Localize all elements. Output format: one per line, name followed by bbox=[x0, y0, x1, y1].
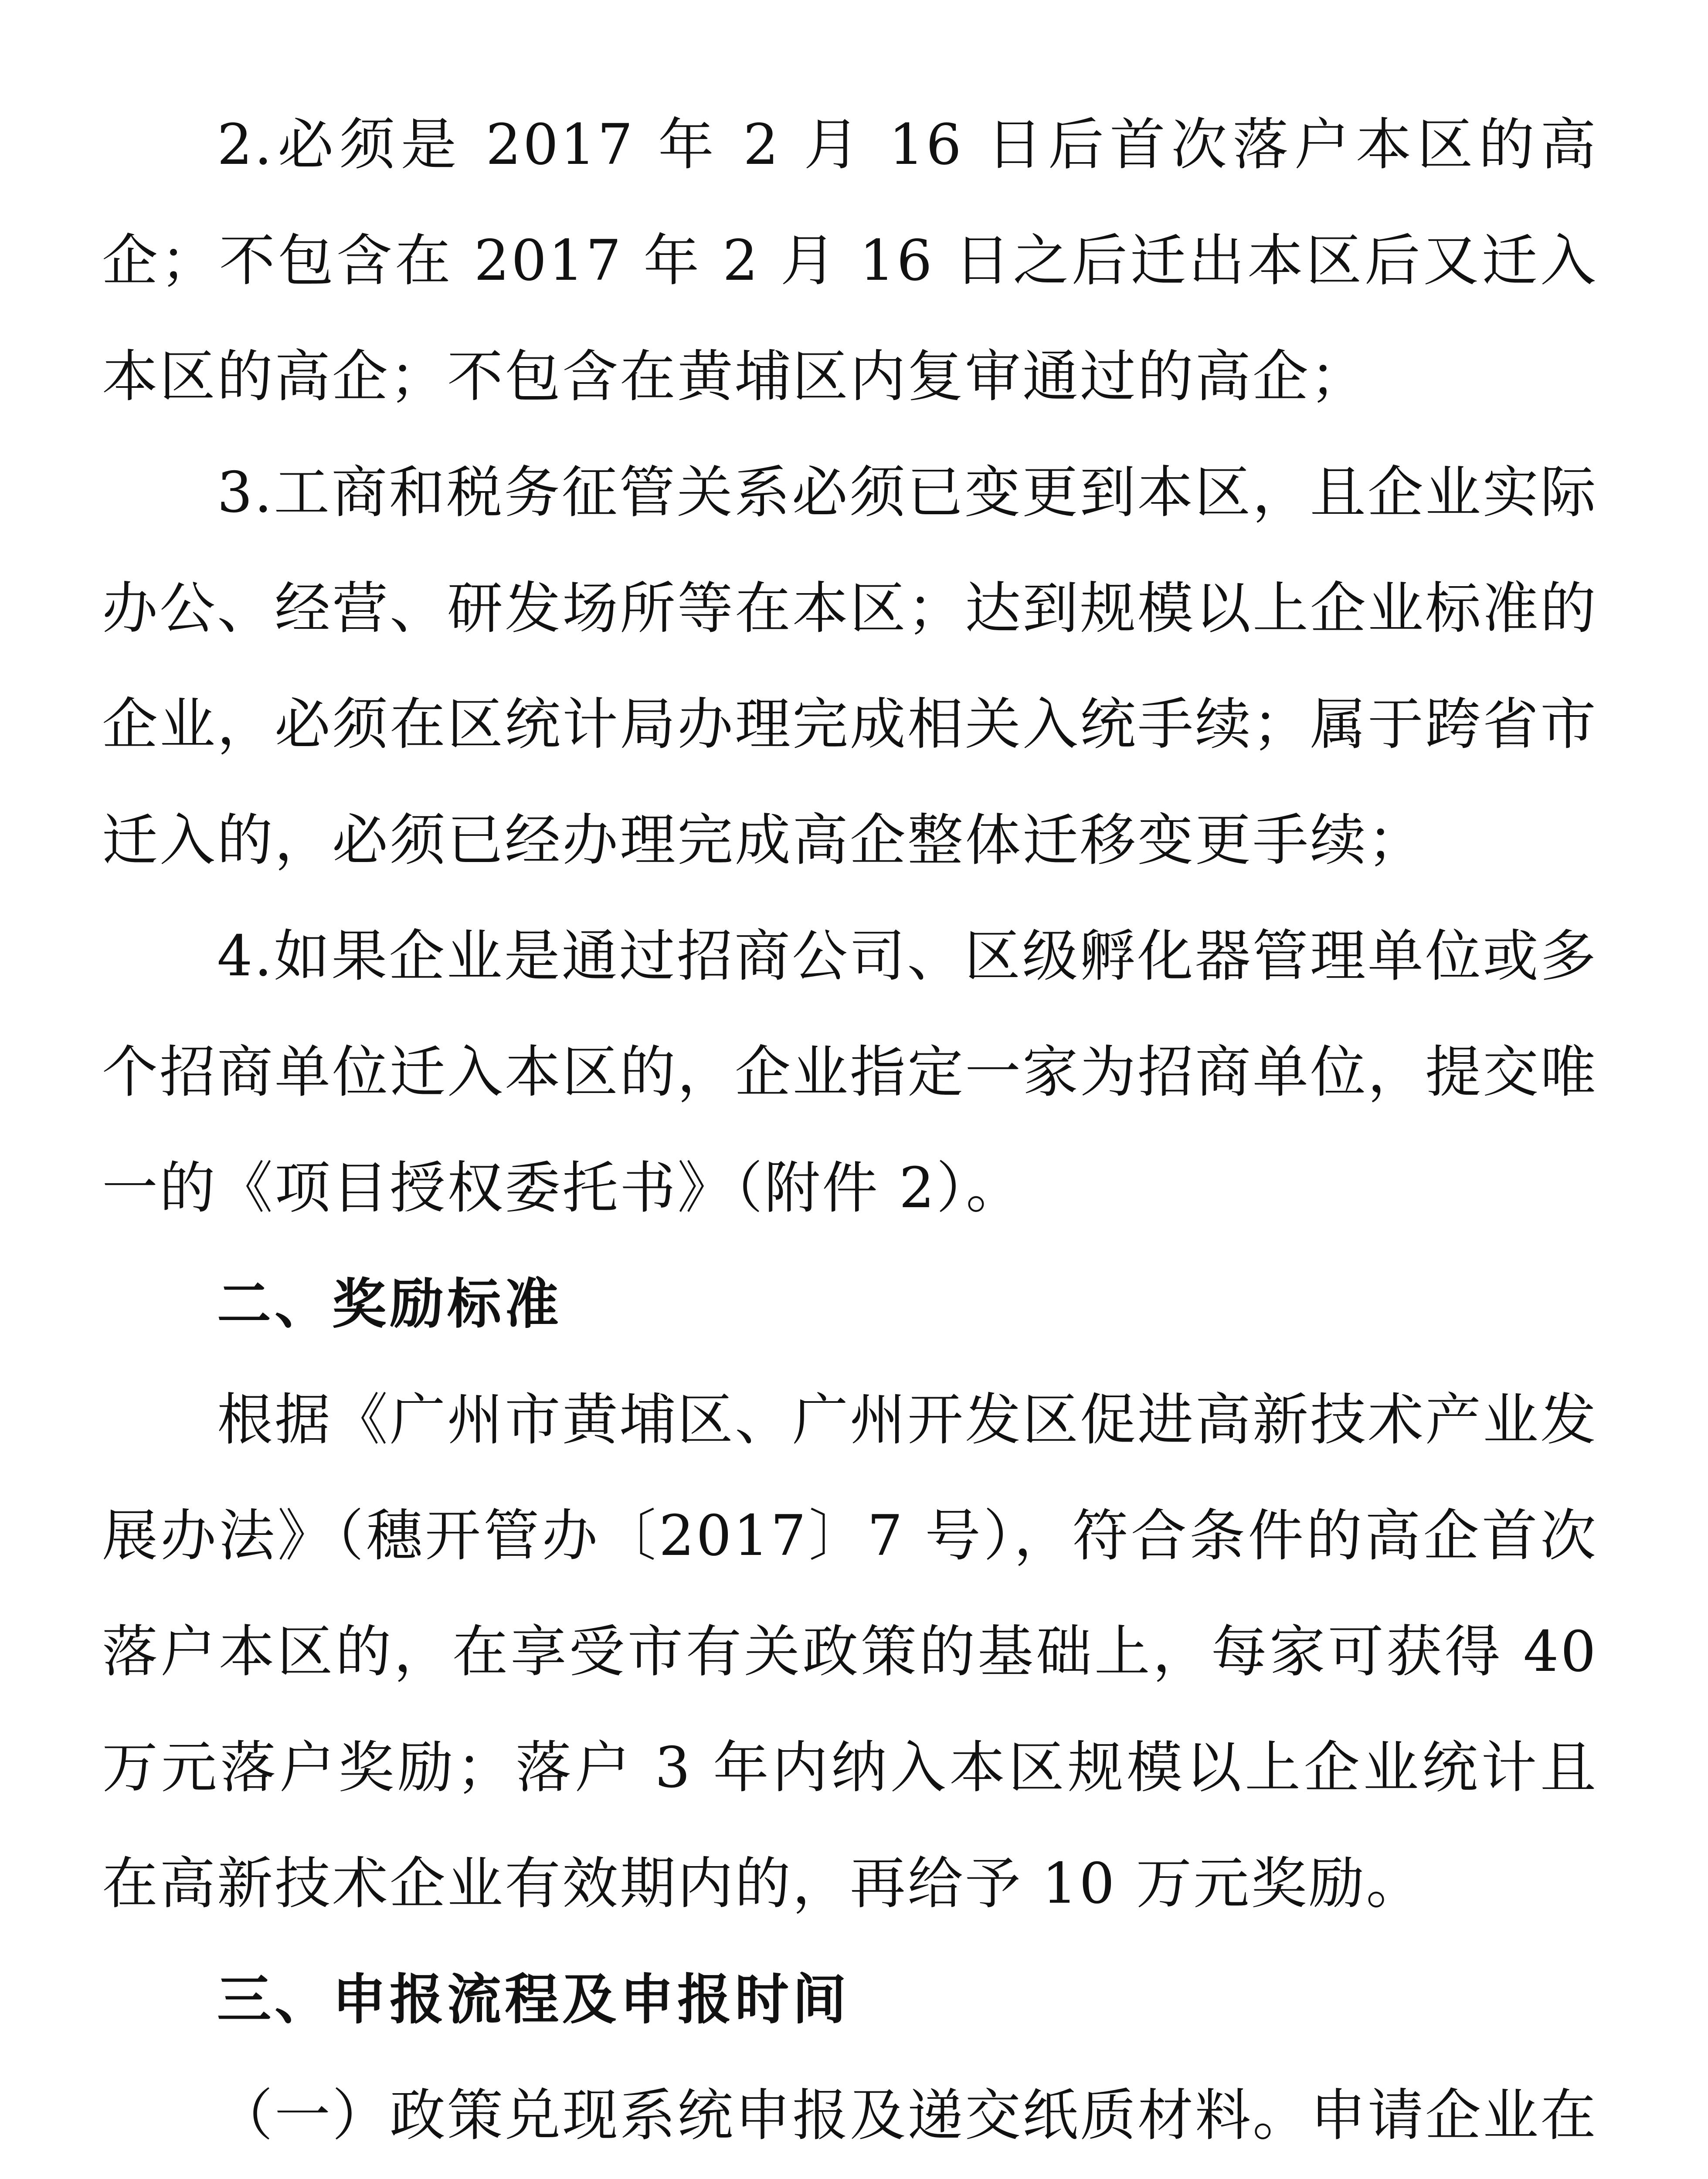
section-3-heading: 三、申报流程及申报时间 bbox=[217, 1969, 850, 2031]
condition-3-paragraph: 3.工商和税务征管关系必须已变更到本区，且企业实际办公、经营、研发场所等在本区；达到规模以上企业标准的企业，必须在区统计局办理完成相关入统手续；属于跨省市迁入的，必须已经办理完成高企整体迁移变更手续； bbox=[102, 460, 1598, 873]
condition-2-paragraph: 2.必须是 2017 年 2 月 16 日后首次落户本区的高企；不包含在 2017 年 2 月 16 日之后迁出本区后又迁入本区的高企；不包含在黄埔区内复审通过的高企； bbox=[102, 112, 1598, 409]
reward-standard-paragraph: 根据《广州市黄埔区、广州开发区促进高新技术产业发展办法》（穗开管办〔2017〕7 号），符合条件的高企首次落户本区的，在享受市有关政策的基础上，每家可获得 40 万元落户奖励；落户 3 年内纳入本区规模以上企业统计且在高新技术企业有效期内的，再给予 10 万元奖励。 bbox=[102, 1388, 1598, 1916]
condition-4-paragraph: 4.如果企业是通过招商公司、区级孵化器管理单位或多个招商单位迁入本区的，企业指定一家为招商单位，提交唯一的《项目授权委托书》（附件 2）。 bbox=[102, 924, 1598, 1221]
application-process-paragraph: （一）政策兑现系统申报及递交纸质材料。申请企业在 bbox=[217, 2083, 1598, 2148]
document-body bbox=[102, 87, 1598, 2179]
section-2-heading: 二、奖励标准 bbox=[217, 1273, 563, 1336]
